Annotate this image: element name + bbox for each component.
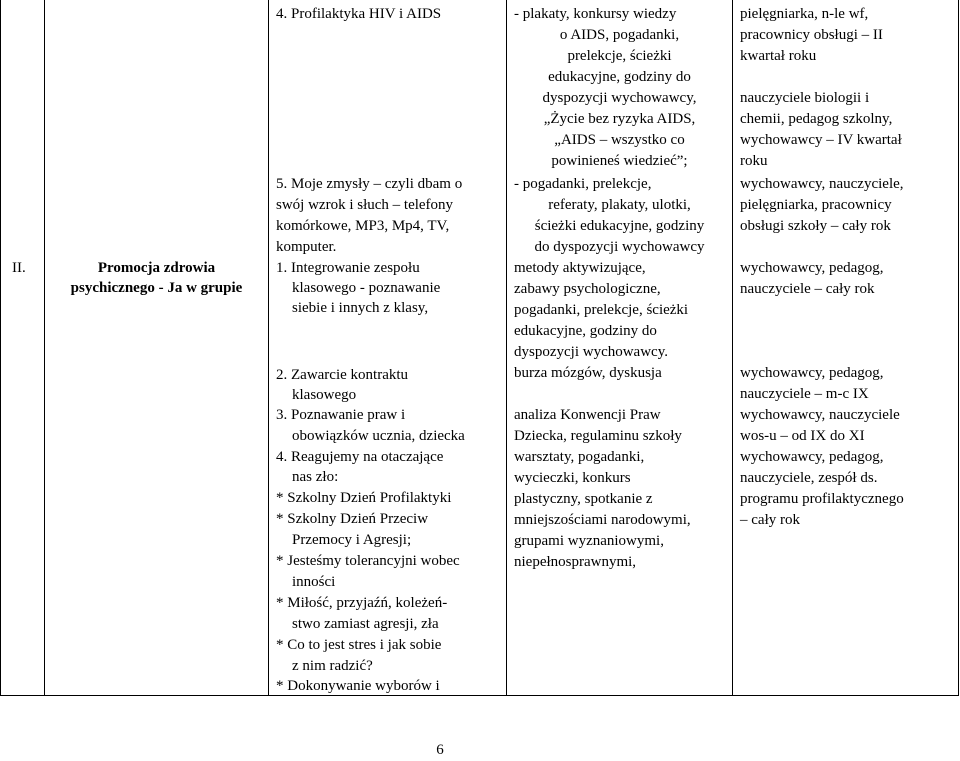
method-hiv-line: powinieneś wiedzieć”; [551, 153, 688, 169]
topic-react-line: * Szkolny Dzień Profilaktyki [276, 490, 452, 506]
method-integration-line: edukacyjne, godziny do [514, 323, 657, 339]
responsible-hiv-line: wychowawcy – IV kwartał [740, 132, 902, 148]
method-integration-line: zabawy psychologiczne, [514, 281, 661, 297]
topic-react-line: * Miłość, przyjaźń, koleżeń- [276, 595, 448, 611]
method-integration-line: pogadanki, prelekcje, ścieżki [514, 302, 689, 318]
responsible-group-line: nauczyciele – m-c IX [740, 386, 869, 402]
method-senses-line: ścieżki edukacyjne, godziny [534, 218, 705, 234]
topic-senses-line: swój wzrok i słuch – telefony [276, 197, 454, 213]
topic-integration-line: 1. Integrowanie zespołu [276, 260, 420, 276]
method-react-line: plastyczny, spotkanie z [514, 491, 653, 507]
responsible-group-line: nauczyciele, zespół ds. [740, 470, 878, 486]
topic-senses-line: 5. Moje zmysły – czyli dbam o [276, 176, 463, 192]
method-react-line: mniejszościami narodowymi, [514, 512, 691, 528]
topic-integration-line: siebie i innych z klasy, [292, 300, 429, 316]
method-integration-line: dyspozycji wychowawcy. [514, 344, 668, 360]
topic-react-line: * Co to jest stres i jak sobie [276, 637, 442, 653]
topic-react-line: stwo zamiast agresji, zła [292, 616, 439, 632]
method-hiv-line: dyspozycji wychowawcy, [542, 90, 697, 106]
topic-senses-line: komputer. [276, 239, 337, 255]
method-react-line: niepełnosprawnymi, [514, 554, 637, 570]
responsible-group-line: programu profilaktycznego [740, 491, 904, 507]
responsible-hiv-line: pracownicy obsługi – II [740, 27, 883, 43]
topic-react-line: * Jesteśmy tolerancyjni wobec [276, 553, 460, 569]
responsible-hiv-line: kwartał roku [740, 48, 817, 64]
responsible-hiv-line: nauczyciele biologii i [740, 90, 870, 106]
responsible-group-line: wos-u – od IX do XI [740, 428, 865, 444]
method-senses-line: - pogadanki, prelekcje, [514, 176, 652, 192]
method-hiv-line: „Życie bez ryzyka AIDS, [543, 111, 696, 127]
topic-contract-line: 2. Zawarcie kontraktu [276, 367, 409, 383]
topic-rights-line: obowiązków ucznia, dziecka [292, 428, 465, 444]
table-border-right [958, 0, 959, 696]
table-border-left [0, 0, 1, 696]
topic-react-line: nas zło: [292, 469, 339, 485]
method-rights-line: Dziecka, regulaminu szkoły [514, 428, 682, 444]
responsible-hiv-line: chemii, pedagog szkolny, [740, 111, 893, 127]
topic-hiv: 4. Profilaktyka HIV i AIDS [276, 6, 442, 22]
method-senses-line: do dyspozycji wychowawcy [534, 239, 705, 255]
method-react-line: grupami wyznaniowymi, [514, 533, 664, 549]
topic-senses-line: komórkowe, MP3, Mp4, TV, [276, 218, 450, 234]
page-number: 6 [436, 742, 444, 758]
method-react-line: wycieczki, konkurs [514, 470, 631, 486]
topic-integration-line: klasowego - poznawanie [292, 280, 441, 296]
column-divider [44, 0, 45, 696]
topic-react-line: inności [292, 574, 336, 590]
method-hiv-line: - plakaty, konkursy wiedzy [514, 6, 677, 22]
responsible-integration-line: wychowawcy, pedagog, [740, 260, 884, 276]
method-contract: burza mózgów, dyskusja [514, 365, 662, 381]
topic-react-line: Przemocy i Agresji; [292, 532, 412, 548]
method-senses-line: referaty, plakaty, ulotki, [548, 197, 691, 213]
responsible-group-line: wychowawcy, nauczyciele [740, 407, 900, 423]
responsible-hiv-line: roku [740, 153, 768, 169]
responsible-group-line: – cały rok [740, 512, 800, 528]
section-title-line: psychicznego - Ja w grupie [70, 280, 243, 296]
topic-react-line: 4. Reagujemy na otaczające [276, 449, 444, 465]
column-divider [268, 0, 269, 696]
method-hiv-line: edukacyjne, godziny do [548, 69, 691, 85]
topic-rights-line: 3. Poznawanie praw i [276, 407, 406, 423]
method-hiv-line: o AIDS, pogadanki, [559, 27, 680, 43]
topic-react-line: * Szkolny Dzień Przeciw [276, 511, 429, 527]
method-rights-line: analiza Konwencji Praw [514, 407, 661, 423]
method-hiv-line: „AIDS – wszystko co [554, 132, 685, 148]
method-integration-line: metody aktywizujące, [514, 260, 646, 276]
table-border-bottom [0, 695, 959, 696]
responsible-hiv-line: pielęgniarka, n-le wf, [740, 6, 869, 22]
responsible-group-line: wychowawcy, pedagog, [740, 365, 884, 381]
responsible-integration-line: nauczyciele – cały rok [740, 281, 875, 297]
section-number: II. [12, 260, 26, 276]
topic-react-line: * Dokonywanie wyborów i [276, 678, 440, 694]
responsible-senses-line: pielęgniarka, pracownicy [740, 197, 892, 213]
responsible-group-line: wychowawcy, pedagog, [740, 449, 884, 465]
responsible-senses-line: wychowawcy, nauczyciele, [740, 176, 904, 192]
method-react-line: warsztaty, pogadanki, [514, 449, 645, 465]
section-title-line: Promocja zdrowia [97, 260, 216, 276]
responsible-senses-line: obsługi szkoły – cały rok [740, 218, 891, 234]
topic-contract-line: klasowego [292, 387, 357, 403]
topic-react-line: z nim radzić? [292, 658, 373, 674]
column-divider [732, 0, 733, 696]
method-hiv-line: prelekcje, ścieżki [567, 48, 672, 64]
